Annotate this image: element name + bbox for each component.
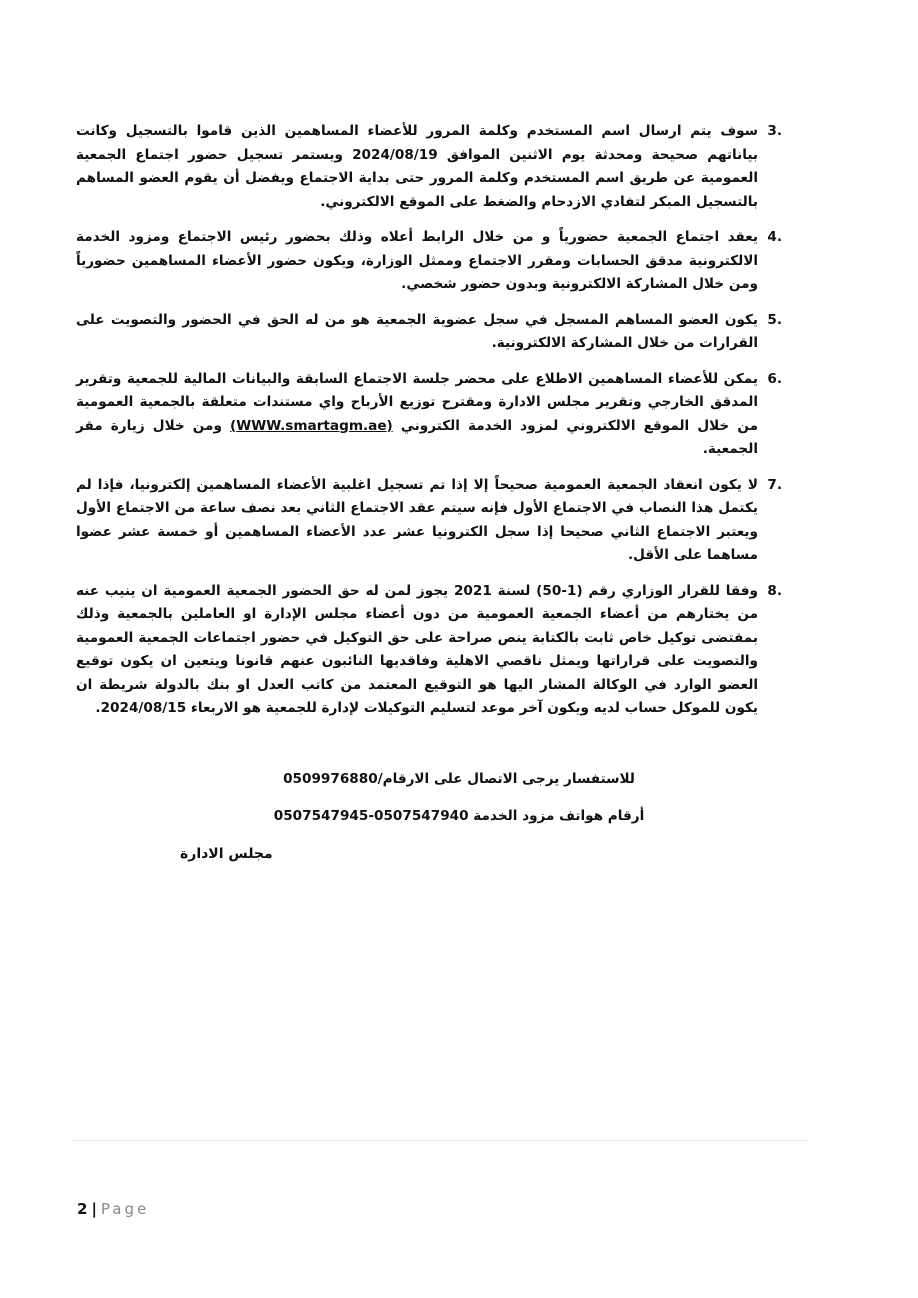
- item-text: سوف يتم ارسال اسم المستخدم وكلمة المرور للأعضاء المساهمين الذين قاموا بالتسجيل وكانت بياناتهم صحيحة ومحدثة يوم الاثنين الموافق 2024/08/19 ويستمر تسجيل حضور اجتماع الجمعية العمومية عن طريق اسم المستخدم وكلمة المرور حتى بداية الاجتماع ويفضل أن يقوم العضو المساهم بالتسجيل المبكر لتفادي الازدحام والضغط على الموقع الالكتروني.: [76, 123, 758, 210]
- item-number: 6.: [767, 370, 782, 387]
- item-number: 4.: [767, 229, 782, 245]
- inquiry-text: للاستفسار يرجى الاتصال على الارقام/0509976880: [283, 771, 635, 787]
- item-text: ومن خلال زيارة مقر الجمعية.: [76, 417, 758, 457]
- notice-list: [76, 120, 782, 733]
- list-item: [76, 120, 782, 214]
- item-text: يعقد اجتماع الجمعية حضورياً و من خلال الرابط أعلاه وذلك بحضور رئيس الاجتماع ومزود الخدمة الالكترونية مدقق الحسابات ومقرر الاجتماع وممثل الوزارة، ويكون حضور الأعضاء المساهمين حضورياً ومن خلال المشاركة الالكترونية وبدون حضور شخصي.: [76, 229, 758, 292]
- page-footer: [77, 1200, 149, 1218]
- list-item: [76, 474, 782, 568]
- footer-separator: |: [91, 1200, 97, 1218]
- list-item: [76, 226, 782, 297]
- item-number: 7.: [767, 476, 782, 493]
- item-text: وفقا للقرار الوزاري رقم (1-50) لسنة 2021 يجوز لمن له حق الحضور الجمعية العمومية ان ينيب عنه من يختارهم من أعضاء الجمعية العمومية من دون أعضاء مجلس الإدارة او العاملين بالجمعية وذلك بمقتضى توكيل خاص ثابت بالكتابة ينص صراحة على حق التوكيل في حضور اجتماعات الجمعية العمومية والتصويت على قراراتها ويمثل ناقصي الاهلية وفاقديها النائبون عنهم قانونا ويتعين ان يكون توقيع العضو الوارد في الوكالة المشار اليها هو التوقيع المعتمد من كاتب العدل او بنك بالدولة شريطة ان يكون للموكل حساب لديه ويكون آخر موعد لتسليم التوكيلات لإدارة للجمعية هو الاربعاء 2024/08/15.: [76, 582, 758, 716]
- item-text: يكون العضو المساهم المسجل في سجل عضوية الجمعية هو من له الحق في الحضور والتصويت على القرارات من خلال المشاركة الالكترونية.: [76, 311, 758, 351]
- item-text: لا يكون انعقاد الجمعية العمومية صحيحاً إلا إذا تم تسجيل اغلبية الأعضاء المساهمين إلكترونيا، فإذا لم يكتمل هذا النصاب في الاجتماع الأول فإنه سيتم عقد الاجتماع الثاني بعد نصف ساعة من الاجتماع الأول ويعتبر الاجتماع الثاني صحيحا إذا سجل الكترونيا عشر عدد الأعضاء المساهمين أو خمسة عشر عضوا مساهما على الأقل.: [76, 476, 758, 563]
- list-item: [76, 368, 782, 462]
- list-item: [76, 580, 782, 721]
- item-number: 5.: [767, 311, 782, 328]
- list-item: [76, 309, 782, 356]
- provider-phones-line: [0, 805, 918, 828]
- footer-divider: [73, 1140, 809, 1141]
- inquiry-line: [0, 768, 918, 791]
- page-label: Page: [100, 1200, 150, 1218]
- service-provider-link[interactable]: (WWW.smartagm.ae): [230, 417, 393, 434]
- item-number: 3.: [767, 123, 782, 139]
- page-number: 2: [77, 1200, 88, 1218]
- item-number: 8.: [767, 582, 782, 599]
- item-text: يمكن للأعضاء المساهمين الاطلاع على محضر جلسة الاجتماع السابقة والبيانات المالية للجمعية وتقرير المدقق الخارجي وتقرير مجلس الادارة ومقترح توزيع الأرباح واي مستندات متعلقة بالجمعية العمومية من خلال الموقع الالكتروني لمزود الخدمة الكتروني: [76, 370, 758, 434]
- board-signature: مجلس الادارة: [180, 846, 273, 862]
- provider-phones-text: أرقام هواتف مزود الخدمة 0507547940-0507547945: [273, 808, 645, 824]
